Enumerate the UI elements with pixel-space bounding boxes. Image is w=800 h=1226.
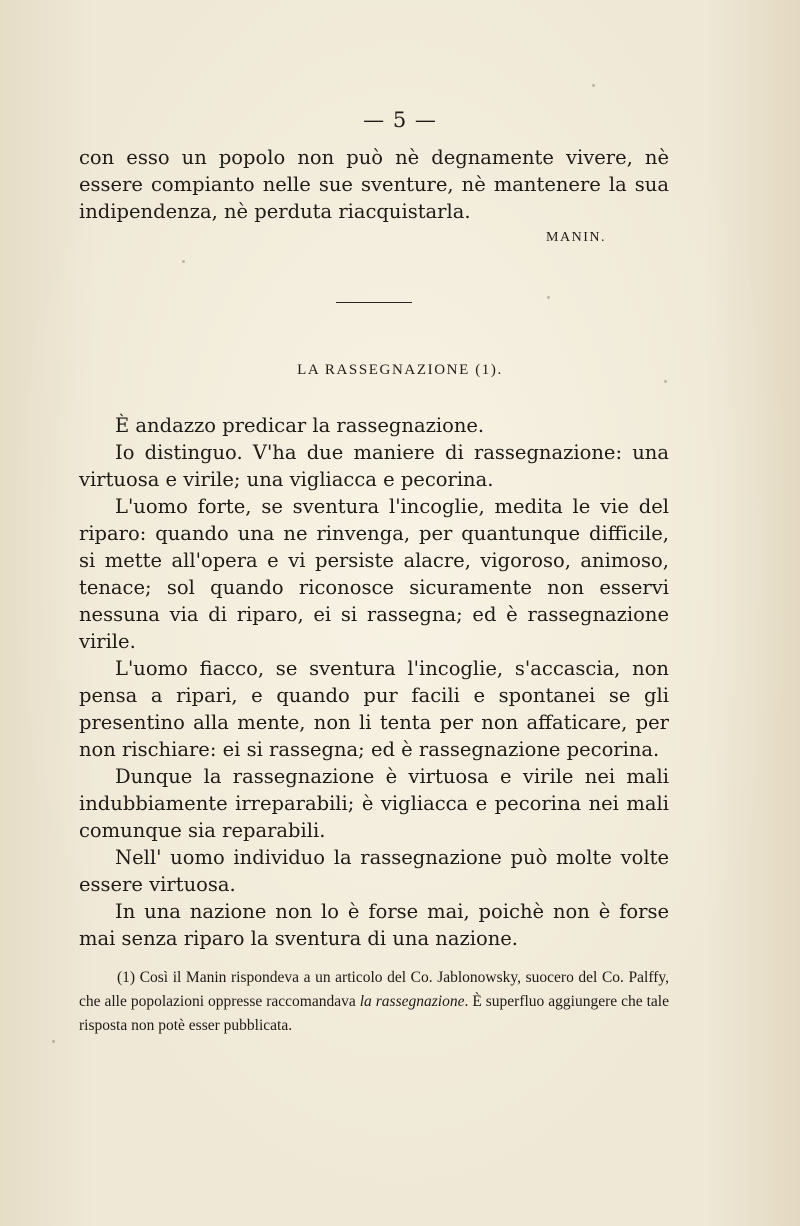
heading-note-ref: (1). <box>475 362 503 378</box>
paragraph: Nell' uomo individuo la rassegnazione può molte volte essere virtuosa. <box>79 846 669 896</box>
section-divider <box>336 302 412 303</box>
paper-speck <box>182 260 185 263</box>
page-number: — 5 — <box>363 108 437 132</box>
paper-speck <box>664 380 667 383</box>
footnote-text-after: . È superfluo aggiungere che tale risposta non potè esser pubblicata. <box>79 993 669 1034</box>
quote-text: con esso un popolo non può nè degnamente vivere, nè essere compianto nelle sue sventure, nè mantenere la sua indipendenza, nè perduta riacquistarla. <box>79 146 669 223</box>
paragraph: L'uomo fiacco, se sventura l'incoglie, s'accascia, non pensa a ripari, e quando pur facili e spontanei se gli presentino alla mente, non li tenta per non affaticare, per non rischiare: ei si rassegna; ed è rassegnazione pecorina. <box>79 657 669 761</box>
paragraph: In una nazione non lo è forse mai, poichè non è forse mai senza riparo la sventura di una nazione. <box>79 900 669 950</box>
paper-speck <box>592 84 595 87</box>
heading-title: LA RASSEGNAZIONE <box>297 362 470 378</box>
footnote <box>79 966 669 1038</box>
paper-speck <box>547 296 550 299</box>
paragraph: È andazzo predicar la rassegnazione. <box>115 414 485 437</box>
footnote-paragraph <box>79 966 669 1038</box>
paragraph: L'uomo forte, se sventura l'incoglie, medita le vie del riparo: quando una ne rinvenga, per quantunque difficile, si mette all'opera e vi persiste alacre, vigoroso, animoso, tenace; sol quando riconosce sicuramente non esservi nessuna via di riparo, ei si rassegna; ed è rassegnazione virile. <box>79 495 669 653</box>
footnote-italic: la rassegnazione <box>359 993 465 1010</box>
body-text <box>79 412 669 952</box>
footnote-text-before: Così il Manin rispondeva a un articolo del Co. Jablonowsky, suocero del Co. Palffy, che alle popolazioni oppresse raccomandava <box>79 969 669 1010</box>
paragraph: Dunque la rassegnazione è virtuosa e virile nei mali indubbiamente irreparabili; è vigliacca e pecorina nei mali comunque sia reparabili. <box>79 765 669 842</box>
quote-author: MANIN. <box>546 230 606 245</box>
epigraph-quote <box>79 144 669 225</box>
paragraph: Io distinguo. V'ha due maniere di rassegnazione: una virtuosa e virile; una vigliacca e pecorina. <box>79 441 669 491</box>
section-heading <box>0 362 800 379</box>
footnote-marker: (1) <box>117 969 136 986</box>
paper-speck <box>52 1040 55 1043</box>
